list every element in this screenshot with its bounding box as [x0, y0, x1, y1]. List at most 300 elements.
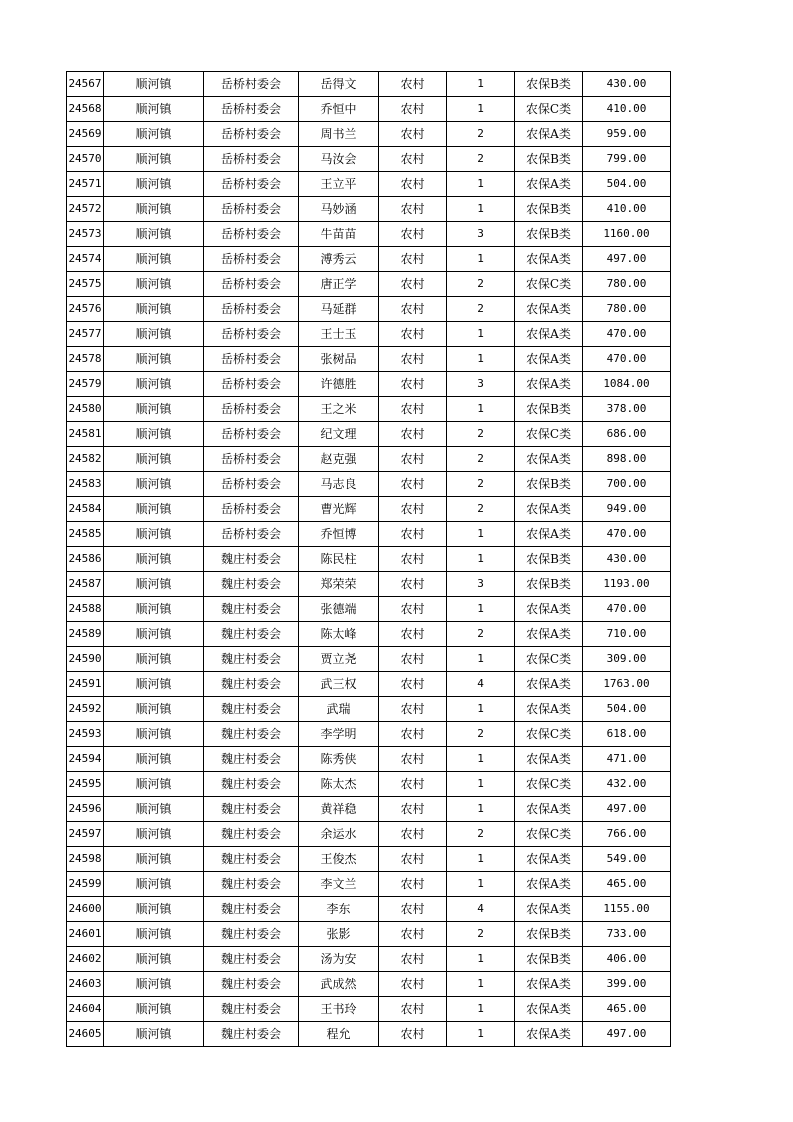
cell-amount: 733.00	[583, 922, 671, 947]
cell-amount: 470.00	[583, 597, 671, 622]
table-row	[67, 147, 671, 172]
cell-amount: 465.00	[583, 997, 671, 1022]
cell-amount: 549.00	[583, 847, 671, 872]
cell-village-committee: 岳桥村委会	[204, 497, 299, 522]
cell-person-name: 武瑞	[299, 697, 379, 722]
cell-category: 农保A类	[515, 247, 583, 272]
table-row	[67, 722, 671, 747]
cell-village-committee: 岳桥村委会	[204, 122, 299, 147]
cell-town: 顺河镇	[104, 622, 204, 647]
cell-village-committee: 魏庄村委会	[204, 622, 299, 647]
cell-person-name: 张影	[299, 922, 379, 947]
cell-town: 顺河镇	[104, 297, 204, 322]
table-row	[67, 897, 671, 922]
cell-household-count: 1	[447, 597, 515, 622]
cell-record-id: 24605	[67, 1022, 104, 1047]
table-row	[67, 872, 671, 897]
cell-amount: 799.00	[583, 147, 671, 172]
cell-record-id: 24577	[67, 322, 104, 347]
cell-town: 顺河镇	[104, 397, 204, 422]
cell-area-type: 农村	[379, 322, 447, 347]
cell-household-count: 1	[447, 772, 515, 797]
cell-amount: 710.00	[583, 622, 671, 647]
cell-category: 农保C类	[515, 647, 583, 672]
cell-category: 农保A类	[515, 597, 583, 622]
cell-household-count: 2	[447, 722, 515, 747]
cell-category: 农保A类	[515, 347, 583, 372]
cell-area-type: 农村	[379, 97, 447, 122]
cell-town: 顺河镇	[104, 647, 204, 672]
cell-town: 顺河镇	[104, 572, 204, 597]
table-row	[67, 472, 671, 497]
cell-amount: 430.00	[583, 547, 671, 572]
cell-household-count: 1	[447, 697, 515, 722]
cell-household-count: 3	[447, 372, 515, 397]
cell-village-committee: 岳桥村委会	[204, 372, 299, 397]
cell-village-committee: 岳桥村委会	[204, 172, 299, 197]
cell-record-id: 24603	[67, 972, 104, 997]
cell-village-committee: 岳桥村委会	[204, 72, 299, 97]
cell-amount: 470.00	[583, 347, 671, 372]
cell-town: 顺河镇	[104, 197, 204, 222]
table-row	[67, 1022, 671, 1047]
allowance-table	[66, 71, 671, 1047]
cell-person-name: 溥秀云	[299, 247, 379, 272]
cell-category: 农保B类	[515, 222, 583, 247]
cell-area-type: 农村	[379, 647, 447, 672]
cell-person-name: 纪文理	[299, 422, 379, 447]
cell-category: 农保A类	[515, 697, 583, 722]
cell-household-count: 1	[447, 747, 515, 772]
cell-person-name: 武三权	[299, 672, 379, 697]
cell-area-type: 农村	[379, 272, 447, 297]
table-row	[67, 622, 671, 647]
cell-town: 顺河镇	[104, 147, 204, 172]
cell-record-id: 24571	[67, 172, 104, 197]
cell-area-type: 农村	[379, 672, 447, 697]
cell-town: 顺河镇	[104, 247, 204, 272]
cell-person-name: 陈民柱	[299, 547, 379, 572]
cell-record-id: 24580	[67, 397, 104, 422]
cell-person-name: 王之米	[299, 397, 379, 422]
cell-area-type: 农村	[379, 822, 447, 847]
cell-village-committee: 岳桥村委会	[204, 347, 299, 372]
cell-village-committee: 魏庄村委会	[204, 822, 299, 847]
cell-town: 顺河镇	[104, 772, 204, 797]
cell-record-id: 24587	[67, 572, 104, 597]
cell-amount: 471.00	[583, 747, 671, 772]
cell-category: 农保A类	[515, 897, 583, 922]
table-row	[67, 122, 671, 147]
cell-household-count: 1	[447, 947, 515, 972]
cell-village-committee: 岳桥村委会	[204, 297, 299, 322]
cell-area-type: 农村	[379, 772, 447, 797]
cell-amount: 497.00	[583, 797, 671, 822]
cell-town: 顺河镇	[104, 222, 204, 247]
cell-household-count: 1	[447, 72, 515, 97]
cell-village-committee: 岳桥村委会	[204, 97, 299, 122]
cell-person-name: 贾立尧	[299, 647, 379, 672]
cell-amount: 378.00	[583, 397, 671, 422]
cell-person-name: 余运水	[299, 822, 379, 847]
cell-area-type: 农村	[379, 372, 447, 397]
cell-record-id: 24591	[67, 672, 104, 697]
cell-area-type: 农村	[379, 147, 447, 172]
cell-area-type: 农村	[379, 922, 447, 947]
cell-category: 农保B类	[515, 72, 583, 97]
cell-town: 顺河镇	[104, 847, 204, 872]
table-row	[67, 697, 671, 722]
cell-household-count: 2	[447, 822, 515, 847]
cell-area-type: 农村	[379, 972, 447, 997]
cell-town: 顺河镇	[104, 172, 204, 197]
table-row	[67, 797, 671, 822]
cell-area-type: 农村	[379, 522, 447, 547]
cell-person-name: 陈秀侠	[299, 747, 379, 772]
cell-record-id: 24594	[67, 747, 104, 772]
cell-household-count: 1	[447, 647, 515, 672]
cell-amount: 432.00	[583, 772, 671, 797]
cell-amount: 470.00	[583, 522, 671, 547]
cell-amount: 309.00	[583, 647, 671, 672]
cell-amount: 410.00	[583, 197, 671, 222]
cell-town: 顺河镇	[104, 997, 204, 1022]
cell-category: 农保A类	[515, 872, 583, 897]
cell-record-id: 24579	[67, 372, 104, 397]
cell-record-id: 24567	[67, 72, 104, 97]
cell-area-type: 农村	[379, 572, 447, 597]
table-row	[67, 747, 671, 772]
cell-village-committee: 岳桥村委会	[204, 322, 299, 347]
cell-amount: 504.00	[583, 697, 671, 722]
cell-area-type: 农村	[379, 122, 447, 147]
cell-person-name: 马延群	[299, 297, 379, 322]
table-row	[67, 947, 671, 972]
table-row	[67, 997, 671, 1022]
cell-record-id: 24575	[67, 272, 104, 297]
table-row	[67, 297, 671, 322]
cell-village-committee: 魏庄村委会	[204, 722, 299, 747]
table-row	[67, 572, 671, 597]
table-row	[67, 97, 671, 122]
cell-record-id: 24583	[67, 472, 104, 497]
cell-record-id: 24586	[67, 547, 104, 572]
table-row	[67, 522, 671, 547]
cell-town: 顺河镇	[104, 597, 204, 622]
cell-household-count: 4	[447, 897, 515, 922]
table-row	[67, 72, 671, 97]
cell-record-id: 24578	[67, 347, 104, 372]
cell-category: 农保C类	[515, 272, 583, 297]
cell-record-id: 24595	[67, 772, 104, 797]
cell-village-committee: 魏庄村委会	[204, 872, 299, 897]
cell-town: 顺河镇	[104, 497, 204, 522]
cell-village-committee: 岳桥村委会	[204, 397, 299, 422]
cell-person-name: 马妙涵	[299, 197, 379, 222]
cell-village-committee: 岳桥村委会	[204, 222, 299, 247]
cell-town: 顺河镇	[104, 722, 204, 747]
cell-area-type: 农村	[379, 472, 447, 497]
cell-person-name: 程允	[299, 1022, 379, 1047]
cell-amount: 399.00	[583, 972, 671, 997]
table-row	[67, 397, 671, 422]
cell-amount: 949.00	[583, 497, 671, 522]
cell-village-committee: 魏庄村委会	[204, 847, 299, 872]
cell-household-count: 1	[447, 847, 515, 872]
cell-area-type: 农村	[379, 222, 447, 247]
cell-household-count: 1	[447, 547, 515, 572]
table-row	[67, 647, 671, 672]
cell-town: 顺河镇	[104, 697, 204, 722]
cell-person-name: 牛苗苗	[299, 222, 379, 247]
cell-town: 顺河镇	[104, 472, 204, 497]
cell-record-id: 24569	[67, 122, 104, 147]
cell-category: 农保B类	[515, 472, 583, 497]
table-row	[67, 497, 671, 522]
cell-area-type: 农村	[379, 597, 447, 622]
cell-person-name: 汤为安	[299, 947, 379, 972]
table-row	[67, 322, 671, 347]
cell-household-count: 1	[447, 397, 515, 422]
cell-amount: 780.00	[583, 297, 671, 322]
cell-category: 农保A类	[515, 172, 583, 197]
cell-person-name: 张树品	[299, 347, 379, 372]
cell-category: 农保C类	[515, 722, 583, 747]
cell-amount: 898.00	[583, 447, 671, 472]
table-body	[67, 72, 671, 1047]
cell-town: 顺河镇	[104, 72, 204, 97]
cell-area-type: 农村	[379, 947, 447, 972]
cell-person-name: 赵克强	[299, 447, 379, 472]
cell-household-count: 1	[447, 197, 515, 222]
cell-amount: 504.00	[583, 172, 671, 197]
cell-town: 顺河镇	[104, 347, 204, 372]
cell-village-committee: 岳桥村委会	[204, 247, 299, 272]
cell-household-count: 2	[447, 922, 515, 947]
cell-household-count: 1	[447, 172, 515, 197]
cell-household-count: 4	[447, 672, 515, 697]
cell-village-committee: 魏庄村委会	[204, 947, 299, 972]
cell-area-type: 农村	[379, 622, 447, 647]
cell-amount: 686.00	[583, 422, 671, 447]
cell-amount: 618.00	[583, 722, 671, 747]
cell-amount: 497.00	[583, 1022, 671, 1047]
cell-person-name: 王俊杰	[299, 847, 379, 872]
cell-village-committee: 魏庄村委会	[204, 647, 299, 672]
cell-person-name: 周书兰	[299, 122, 379, 147]
cell-amount: 406.00	[583, 947, 671, 972]
cell-category: 农保A类	[515, 497, 583, 522]
cell-record-id: 24599	[67, 872, 104, 897]
cell-area-type: 农村	[379, 247, 447, 272]
cell-person-name: 李学明	[299, 722, 379, 747]
table-row	[67, 972, 671, 997]
cell-person-name: 马汝会	[299, 147, 379, 172]
cell-household-count: 2	[447, 297, 515, 322]
cell-record-id: 24600	[67, 897, 104, 922]
cell-area-type: 农村	[379, 747, 447, 772]
cell-category: 农保B类	[515, 547, 583, 572]
cell-town: 顺河镇	[104, 122, 204, 147]
cell-town: 顺河镇	[104, 1022, 204, 1047]
cell-village-committee: 魏庄村委会	[204, 597, 299, 622]
cell-record-id: 24568	[67, 97, 104, 122]
cell-amount: 465.00	[583, 872, 671, 897]
cell-town: 顺河镇	[104, 97, 204, 122]
cell-record-id: 24574	[67, 247, 104, 272]
cell-town: 顺河镇	[104, 372, 204, 397]
cell-village-committee: 魏庄村委会	[204, 672, 299, 697]
cell-area-type: 农村	[379, 297, 447, 322]
table-row	[67, 597, 671, 622]
cell-category: 农保C类	[515, 772, 583, 797]
cell-record-id: 24596	[67, 797, 104, 822]
cell-household-count: 1	[447, 972, 515, 997]
cell-person-name: 郑荣荣	[299, 572, 379, 597]
cell-record-id: 24572	[67, 197, 104, 222]
cell-village-committee: 岳桥村委会	[204, 147, 299, 172]
cell-area-type: 农村	[379, 697, 447, 722]
cell-person-name: 王书玲	[299, 997, 379, 1022]
cell-village-committee: 魏庄村委会	[204, 997, 299, 1022]
cell-household-count: 2	[447, 422, 515, 447]
table-row	[67, 847, 671, 872]
cell-record-id: 24602	[67, 947, 104, 972]
cell-town: 顺河镇	[104, 672, 204, 697]
cell-household-count: 1	[447, 347, 515, 372]
cell-area-type: 农村	[379, 847, 447, 872]
cell-category: 农保C类	[515, 422, 583, 447]
cell-record-id: 24590	[67, 647, 104, 672]
cell-category: 农保B类	[515, 922, 583, 947]
cell-record-id: 24604	[67, 997, 104, 1022]
table-row	[67, 672, 671, 697]
cell-amount: 959.00	[583, 122, 671, 147]
cell-record-id: 24589	[67, 622, 104, 647]
cell-village-committee: 岳桥村委会	[204, 447, 299, 472]
cell-category: 农保A类	[515, 122, 583, 147]
cell-village-committee: 魏庄村委会	[204, 547, 299, 572]
cell-town: 顺河镇	[104, 322, 204, 347]
cell-area-type: 农村	[379, 447, 447, 472]
cell-record-id: 24592	[67, 697, 104, 722]
cell-town: 顺河镇	[104, 747, 204, 772]
cell-area-type: 农村	[379, 497, 447, 522]
cell-record-id: 24584	[67, 497, 104, 522]
cell-amount: 470.00	[583, 322, 671, 347]
cell-record-id: 24593	[67, 722, 104, 747]
cell-area-type: 农村	[379, 72, 447, 97]
cell-household-count: 1	[447, 97, 515, 122]
cell-village-committee: 岳桥村委会	[204, 197, 299, 222]
cell-record-id: 24576	[67, 297, 104, 322]
cell-area-type: 农村	[379, 1022, 447, 1047]
cell-category: 农保B类	[515, 947, 583, 972]
cell-amount: 1155.00	[583, 897, 671, 922]
cell-category: 农保A类	[515, 972, 583, 997]
table-row	[67, 247, 671, 272]
table-row	[67, 547, 671, 572]
cell-amount: 430.00	[583, 72, 671, 97]
cell-amount: 700.00	[583, 472, 671, 497]
cell-area-type: 农村	[379, 547, 447, 572]
cell-person-name: 王士玉	[299, 322, 379, 347]
cell-village-committee: 魏庄村委会	[204, 922, 299, 947]
cell-household-count: 2	[447, 472, 515, 497]
cell-area-type: 农村	[379, 397, 447, 422]
cell-category: 农保A类	[515, 372, 583, 397]
table-row	[67, 172, 671, 197]
cell-village-committee: 魏庄村委会	[204, 572, 299, 597]
cell-household-count: 3	[447, 572, 515, 597]
cell-person-name: 许德胜	[299, 372, 379, 397]
cell-person-name: 岳得文	[299, 72, 379, 97]
cell-person-name: 马志良	[299, 472, 379, 497]
cell-person-name: 黄祥稳	[299, 797, 379, 822]
table-row	[67, 822, 671, 847]
cell-category: 农保A类	[515, 522, 583, 547]
cell-person-name: 武成然	[299, 972, 379, 997]
cell-area-type: 农村	[379, 722, 447, 747]
cell-category: 农保A类	[515, 322, 583, 347]
cell-category: 农保A类	[515, 847, 583, 872]
cell-amount: 1160.00	[583, 222, 671, 247]
cell-household-count: 1	[447, 797, 515, 822]
cell-town: 顺河镇	[104, 547, 204, 572]
cell-town: 顺河镇	[104, 947, 204, 972]
cell-household-count: 1	[447, 522, 515, 547]
cell-village-committee: 魏庄村委会	[204, 797, 299, 822]
cell-town: 顺河镇	[104, 272, 204, 297]
cell-household-count: 2	[447, 447, 515, 472]
cell-town: 顺河镇	[104, 522, 204, 547]
cell-village-committee: 岳桥村委会	[204, 422, 299, 447]
cell-amount: 1084.00	[583, 372, 671, 397]
table-row	[67, 197, 671, 222]
cell-town: 顺河镇	[104, 822, 204, 847]
cell-household-count: 1	[447, 322, 515, 347]
table-row	[67, 372, 671, 397]
cell-amount: 410.00	[583, 97, 671, 122]
cell-category: 农保A类	[515, 297, 583, 322]
cell-area-type: 农村	[379, 422, 447, 447]
cell-area-type: 农村	[379, 197, 447, 222]
cell-household-count: 2	[447, 497, 515, 522]
cell-town: 顺河镇	[104, 922, 204, 947]
cell-person-name: 陈太峰	[299, 622, 379, 647]
cell-town: 顺河镇	[104, 897, 204, 922]
cell-person-name: 王立平	[299, 172, 379, 197]
table-row	[67, 422, 671, 447]
cell-area-type: 农村	[379, 897, 447, 922]
cell-town: 顺河镇	[104, 422, 204, 447]
cell-household-count: 1	[447, 872, 515, 897]
cell-amount: 497.00	[583, 247, 671, 272]
cell-category: 农保B类	[515, 572, 583, 597]
cell-area-type: 农村	[379, 347, 447, 372]
table-row	[67, 922, 671, 947]
cell-town: 顺河镇	[104, 872, 204, 897]
cell-category: 农保A类	[515, 1022, 583, 1047]
cell-category: 农保B类	[515, 147, 583, 172]
table-row	[67, 772, 671, 797]
cell-area-type: 农村	[379, 872, 447, 897]
cell-amount: 780.00	[583, 272, 671, 297]
cell-household-count: 2	[447, 272, 515, 297]
cell-category: 农保C类	[515, 97, 583, 122]
cell-household-count: 3	[447, 222, 515, 247]
cell-record-id: 24581	[67, 422, 104, 447]
